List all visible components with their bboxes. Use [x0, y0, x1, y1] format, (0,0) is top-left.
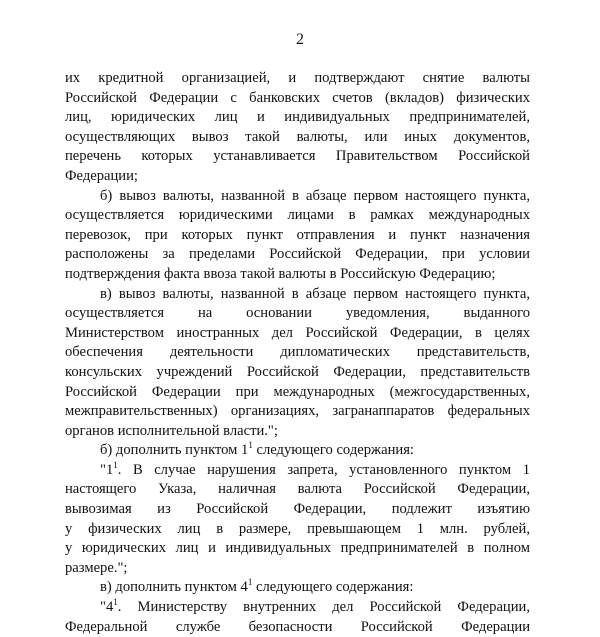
- text-line: межправительственных) организациях, загранаппаратов федеральных: [65, 403, 530, 420]
- text-line: настоящего Указа, наличная валюта Российской Федерации,: [65, 481, 530, 498]
- text-line: Министерством иностранных дел Российской Федерации, в целях: [65, 324, 530, 341]
- text-line: в) вывоз валюты, названной в абзаце первом настоящего пункта,: [100, 285, 530, 302]
- text-line: размере.";: [65, 559, 128, 576]
- text-line: осуществляется юридическими лицами в рамках международных: [65, 207, 530, 224]
- text-line: Федеральной службе безопасности Российской Федерации: [65, 618, 530, 635]
- text-line: органов исполнительной власти.";: [65, 422, 278, 439]
- text-line: консульских учреждений Российской Федерации, представительств: [65, 363, 530, 380]
- text-line: "$4^1$. Министерству внутренних дел Российской Федерации,: [100, 597, 530, 616]
- text-line: вывозимая из Российской Федерации, подлежит изъятию: [65, 501, 530, 518]
- text-line: б) дополнить пунктом $1^1$ следующего содержания:: [100, 440, 414, 459]
- document-text: [65, 69, 530, 637]
- text-line: в) дополнить пунктом $4^1$ следующего содержания:: [100, 577, 414, 596]
- text-line: подтверждения факта ввоза такой валюты в Российскую Федерацию;: [65, 265, 496, 282]
- text-line: Федерации;: [65, 167, 138, 184]
- text-line: перечень которых устанавливается Правительством Российской: [65, 148, 530, 165]
- text-line: б) вывоз валюты, названной в абзаце первом настоящего пункта,: [100, 187, 530, 204]
- text-line: расположены за пределами Российской Федерации, при условии: [65, 246, 530, 263]
- text-line: осуществляется на основании уведомления, выданного: [65, 305, 530, 322]
- text-line: их кредитной организацией, и подтверждают снятие валюты: [65, 70, 530, 86]
- text-line: "$1^1$. В случае нарушения запрета, установленного пунктом 1: [100, 459, 530, 478]
- text-line: перевозок, при которых пункт отправления и пункт назначения: [65, 226, 530, 243]
- text-line: осуществляющих вывоз такой валюты, или иных документов,: [65, 128, 530, 145]
- text-line: обеспечения деятельности дипломатических представительств,: [65, 344, 530, 361]
- text-line: лиц, юридических лиц и индивидуальных предпринимателей,: [65, 109, 530, 126]
- text-line: Российской Федерации с банковских счетов (вкладов) физических: [65, 89, 530, 106]
- text-line: у физических лиц в размере, превышающем 1 млн. рублей,: [65, 520, 530, 537]
- page-number: 2: [296, 31, 304, 48]
- text-line: Российской Федерации при международных (межгосударственных,: [65, 383, 530, 400]
- text-line: у юридических лиц и индивидуальных предпринимателей в полном: [65, 540, 530, 557]
